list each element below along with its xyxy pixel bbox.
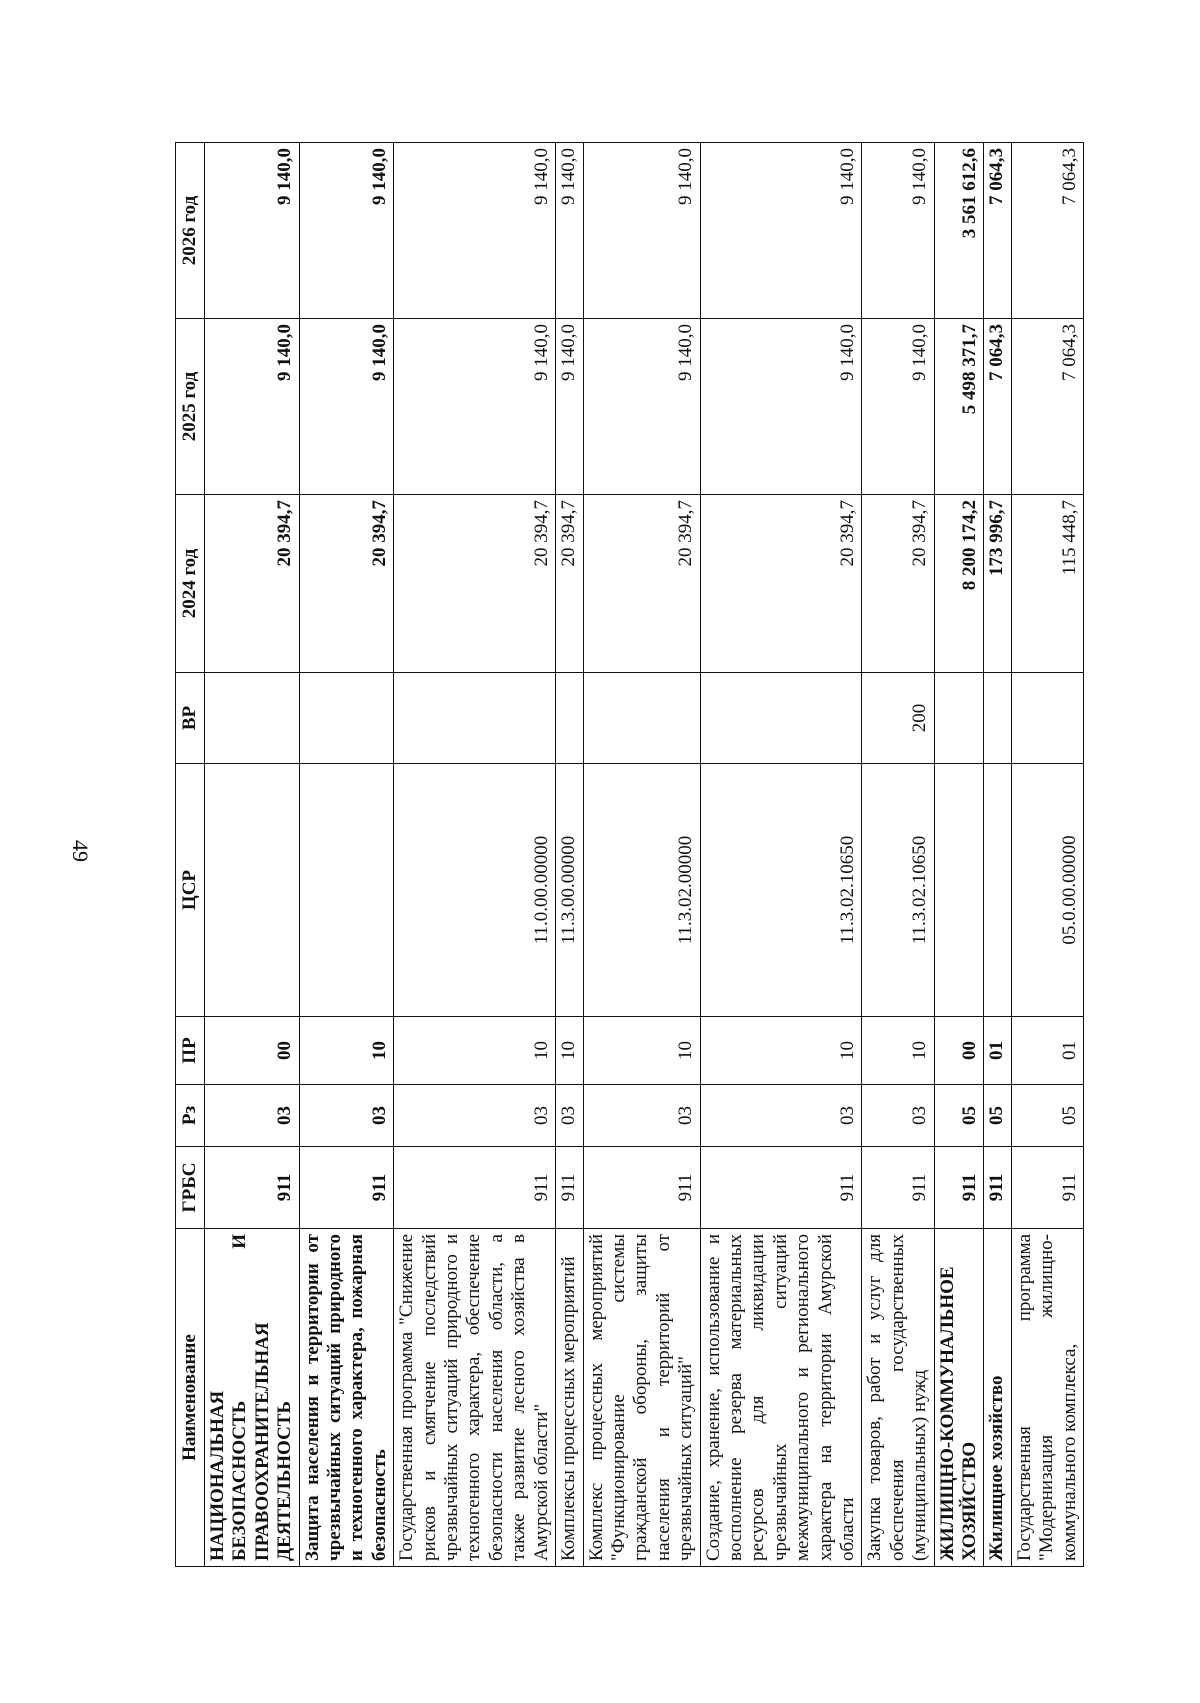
row-csr-cell: 11.3.02.10650 [862, 764, 934, 1017]
row-pr-cell: 10 [862, 1017, 934, 1085]
row-csr-cell [299, 764, 394, 1017]
row-2024-cell: 20 394,7 [862, 495, 934, 673]
row-2026-cell: 9 140,0 [862, 143, 934, 319]
row-csr-cell: 11.0.00.00000 [394, 764, 556, 1017]
table-row [394, 143, 556, 1567]
row-pr-cell: 01 [1011, 1017, 1083, 1085]
row-vr-cell [394, 673, 556, 764]
row-pr-cell: 00 [205, 1017, 300, 1085]
row-2025-cell: 5 498 371,7 [934, 319, 984, 495]
row-vr-cell [934, 673, 984, 764]
page-number: 49 [68, 840, 93, 862]
row-grbs-cell: 911 [299, 1147, 394, 1229]
row-pr-cell: 10 [700, 1017, 862, 1085]
row-2025-cell: 9 140,0 [862, 319, 934, 495]
row-name-cell: Комплекс процессных мероприятий "Функционирование системы гражданской обороны, защиты населения и территорий от чрезвычайных ситуаций" [583, 1229, 700, 1567]
row-2024-cell: 115 448,7 [1011, 495, 1083, 673]
row-name-cell: Государственная программа "Снижение рисков и смягчение последствий чрезвычайных ситуаций природного и техногенного характера, обеспечение безопасности населения области, а также развитие лесного хозяйства в Амурской области" [394, 1229, 556, 1567]
row-2024-cell: 20 394,7 [583, 495, 700, 673]
row-name-cell: Жилищное хозяйство [984, 1229, 1011, 1567]
row-name-cell: Комплексы процессных мероприятий [556, 1229, 583, 1567]
row-name-cell: Защита населения и территории от чрезвычайных ситуаций природного и техногенного характера, пожарная безопасность [299, 1229, 394, 1567]
row-2024-cell: 20 394,7 [394, 495, 556, 673]
row-csr-cell: 11.3.02.10650 [700, 764, 862, 1017]
header-2026: 2026 год [176, 143, 205, 319]
row-csr-cell [205, 764, 300, 1017]
table-row [556, 143, 583, 1567]
row-2026-cell: 9 140,0 [556, 143, 583, 319]
row-grbs-cell: 911 [394, 1147, 556, 1229]
row-pr-cell: 10 [583, 1017, 700, 1085]
row-vr-cell: 200 [862, 673, 934, 764]
row-2025-cell: 9 140,0 [205, 319, 300, 495]
row-2025-cell: 7 064,3 [1011, 319, 1083, 495]
row-vr-cell [299, 673, 394, 764]
row-2024-cell: 20 394,7 [700, 495, 862, 673]
row-2025-cell: 9 140,0 [700, 319, 862, 495]
header-2024: 2024 год [176, 495, 205, 673]
table-row [934, 143, 984, 1567]
row-pr-cell: 10 [299, 1017, 394, 1085]
row-2026-cell: 9 140,0 [205, 143, 300, 319]
row-csr-cell: 11.3.02.00000 [583, 764, 700, 1017]
row-2025-cell: 9 140,0 [583, 319, 700, 495]
row-grbs-cell: 911 [862, 1147, 934, 1229]
row-grbs-cell: 911 [934, 1147, 984, 1229]
row-2026-cell: 7 064,3 [984, 143, 1011, 319]
table-header-row [176, 143, 205, 1567]
header-csr: ЦСР [176, 764, 205, 1017]
row-pr-cell: 10 [556, 1017, 583, 1085]
budget-table-wrapper [175, 143, 1080, 1567]
row-2026-cell: 9 140,0 [583, 143, 700, 319]
row-2024-cell: 8 200 174,2 [934, 495, 984, 673]
row-csr-cell: 11.3.00.00000 [556, 764, 583, 1017]
row-2026-cell: 9 140,0 [700, 143, 862, 319]
row-vr-cell [583, 673, 700, 764]
header-2025: 2025 год [176, 319, 205, 495]
row-2026-cell: 9 140,0 [394, 143, 556, 319]
table-row [984, 143, 1011, 1567]
row-2024-cell: 20 394,7 [556, 495, 583, 673]
row-rz-cell: 03 [556, 1085, 583, 1147]
row-2024-cell: 173 996,7 [984, 495, 1011, 673]
row-vr-cell [984, 673, 1011, 764]
row-grbs-cell: 911 [556, 1147, 583, 1229]
row-rz-cell: 03 [205, 1085, 300, 1147]
row-csr-cell [934, 764, 984, 1017]
table-body [205, 143, 1084, 1567]
row-grbs-cell: 911 [583, 1147, 700, 1229]
row-vr-cell [700, 673, 862, 764]
header-name: Наименование [176, 1229, 205, 1567]
table-row [700, 143, 862, 1567]
row-pr-cell: 00 [934, 1017, 984, 1085]
table-row [205, 143, 300, 1567]
header-rz: Рз [176, 1085, 205, 1147]
row-rz-cell: 05 [984, 1085, 1011, 1147]
row-vr-cell [556, 673, 583, 764]
row-grbs-cell: 911 [205, 1147, 300, 1229]
row-rz-cell: 03 [862, 1085, 934, 1147]
row-pr-cell: 01 [984, 1017, 1011, 1085]
table-row [862, 143, 934, 1567]
row-2025-cell: 9 140,0 [394, 319, 556, 495]
row-pr-cell: 10 [394, 1017, 556, 1085]
row-name-cell: ЖИЛИЩНО-КОММУНАЛЬНОЕ ХОЗЯЙСТВО [934, 1229, 984, 1567]
row-grbs-cell: 911 [984, 1147, 1011, 1229]
row-csr-cell [984, 764, 1011, 1017]
header-vr: ВР [176, 673, 205, 764]
row-name-cell: Государственная программа "Модернизация жилищно-коммунального комплекса, [1011, 1229, 1083, 1567]
row-2025-cell: 9 140,0 [299, 319, 394, 495]
row-rz-cell: 03 [394, 1085, 556, 1147]
row-2026-cell: 9 140,0 [299, 143, 394, 319]
row-rz-cell: 03 [299, 1085, 394, 1147]
row-grbs-cell: 911 [1011, 1147, 1083, 1229]
row-rz-cell: 05 [1011, 1085, 1083, 1147]
row-grbs-cell: 911 [700, 1147, 862, 1229]
row-csr-cell: 05.0.00.00000 [1011, 764, 1083, 1017]
row-2026-cell: 7 064,3 [1011, 143, 1083, 319]
budget-table [175, 142, 1084, 1567]
row-name-cell: Создание, хранение, использование и восполнение резерва материальных ресурсов для ликвидации чрезвычайных ситуаций межмуниципального и регионального характера на территории Амурской области [700, 1229, 862, 1567]
row-rz-cell: 05 [934, 1085, 984, 1147]
row-2024-cell: 20 394,7 [299, 495, 394, 673]
table-row [583, 143, 700, 1567]
row-2025-cell: 9 140,0 [556, 319, 583, 495]
row-2024-cell: 20 394,7 [205, 495, 300, 673]
header-grbs: ГРБС [176, 1147, 205, 1229]
row-vr-cell [205, 673, 300, 764]
header-pr: ПР [176, 1017, 205, 1085]
table-row [299, 143, 394, 1567]
row-2026-cell: 3 561 612,6 [934, 143, 984, 319]
row-name-cell: НАЦИОНАЛЬНАЯ БЕЗОПАСНОСТЬ И ПРАВООХРАНИТЕЛЬНАЯ ДЕЯТЕЛЬНОСТЬ [205, 1229, 300, 1567]
row-name-cell: Закупка товаров, работ и услуг для обеспечения государственных (муниципальных) нужд [862, 1229, 934, 1567]
row-rz-cell: 03 [700, 1085, 862, 1147]
row-2025-cell: 7 064,3 [984, 319, 1011, 495]
table-row [1011, 143, 1083, 1567]
row-rz-cell: 03 [583, 1085, 700, 1147]
row-vr-cell [1011, 673, 1083, 764]
